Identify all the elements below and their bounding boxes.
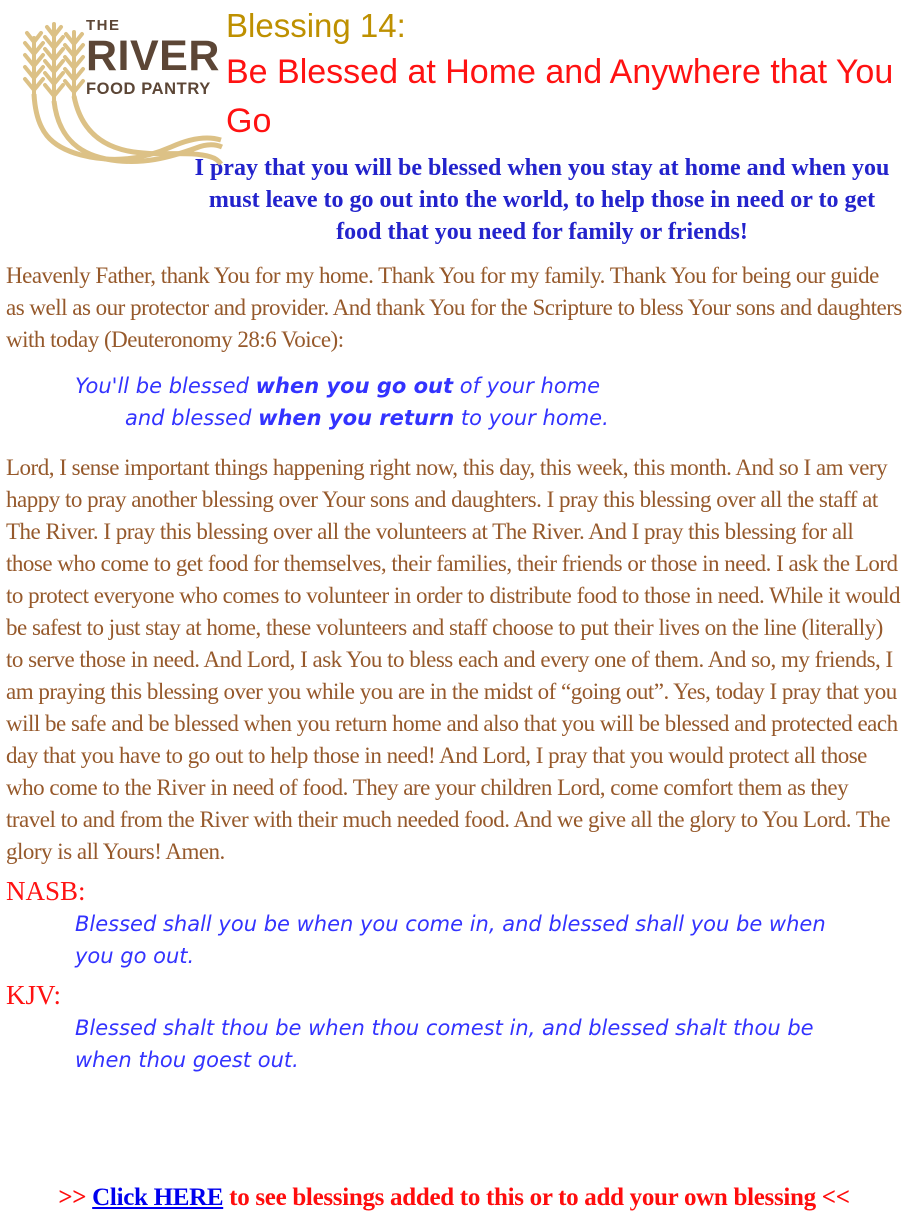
prayer-paragraph-1: Heavenly Father, thank You for my home. Thank You for my family. Thank You for being our guide as well as our protector and provider. And thank You for the Scripture to bless Your sons and daughters with today (Deuteronomy 28:6 Voice): [6, 263, 902, 352]
logo-wordmark [86, 18, 220, 98]
header-titles [194, 0, 908, 248]
verse-line-1 [0, 370, 908, 402]
verse-text: of your home [453, 374, 601, 398]
verse-text: You'll be blessed [75, 374, 256, 398]
blessing-number-label: Blessing 14: [226, 7, 406, 44]
intro-prayer-text: I pray that you will be blessed when you stay at home and when you must leave to go out into the world, to help those in need or to get food that you need for family or friends! [194, 155, 890, 245]
logo-line-the: THE [86, 17, 121, 34]
kjv-label: KJV: [6, 980, 62, 1010]
page-header [0, 0, 908, 248]
verse-bold-text: when you return [258, 406, 455, 430]
verse-text: to your home. [454, 406, 609, 430]
verse-line-2 [0, 402, 908, 434]
page-title: Be Blessed at Home and Anywhere that You Go [226, 53, 894, 140]
verse-text: and blessed [125, 406, 259, 430]
footer-prefix: >> [58, 1184, 93, 1211]
scripture-verse [0, 370, 908, 434]
kjv-quote: Blessed shalt thou be when thou comest in, and blessed shalt thou be when thou goest out. [75, 1016, 814, 1072]
click-here-link[interactable]: Click HERE [92, 1184, 224, 1211]
footer-suffix: to see blessings added to this or to add your own blessing << [223, 1184, 850, 1211]
logo-line-river: RIVER [86, 32, 220, 80]
nasb-label: NASB: [6, 876, 86, 906]
nasb-quote: Blessed shall you be when you come in, and blessed shall you be when you go out. [75, 912, 826, 968]
footer-call-to-action [0, 1184, 908, 1212]
logo-line-food-pantry: FOOD PANTRY [86, 80, 211, 98]
prayer-paragraph-2: Lord, I sense important things happening right now, this day, this week, this month. And so I am very happy to pray another blessing over Your sons and daughters. I pray this blessing over all the staff at The River. I pray this blessing over all the volunteers at The River. And I pray this blessing for all those who come to get food for themselves, their families, their friends or those in need. I ask the Lord to protect everyone who comes to volunteer in order to distribute food to those in need. While it would be safest to just stay at home, these volunteers and staff choose to put their lives on the line (literally) to serve those in need. And Lord, I ask You to bless each and every one of them. And so, my friends, I am praying this blessing over you while you are in the midst of “going out”. Yes, today I pray that you will be safe and be blessed when you return home and also that you will be blessed and protected each day that you have to go out to help those in need! And Lord, I pray that you would protect all those who come to the River in need of food. They are your children Lord, come comfort them as they travel to and from the River with their much needed food. And we give all the glory to You Lord. The glory is all Yours! Amen. [6, 455, 901, 864]
river-food-pantry-logo [6, 6, 224, 174]
verse-bold-text: when you go out [255, 374, 454, 398]
